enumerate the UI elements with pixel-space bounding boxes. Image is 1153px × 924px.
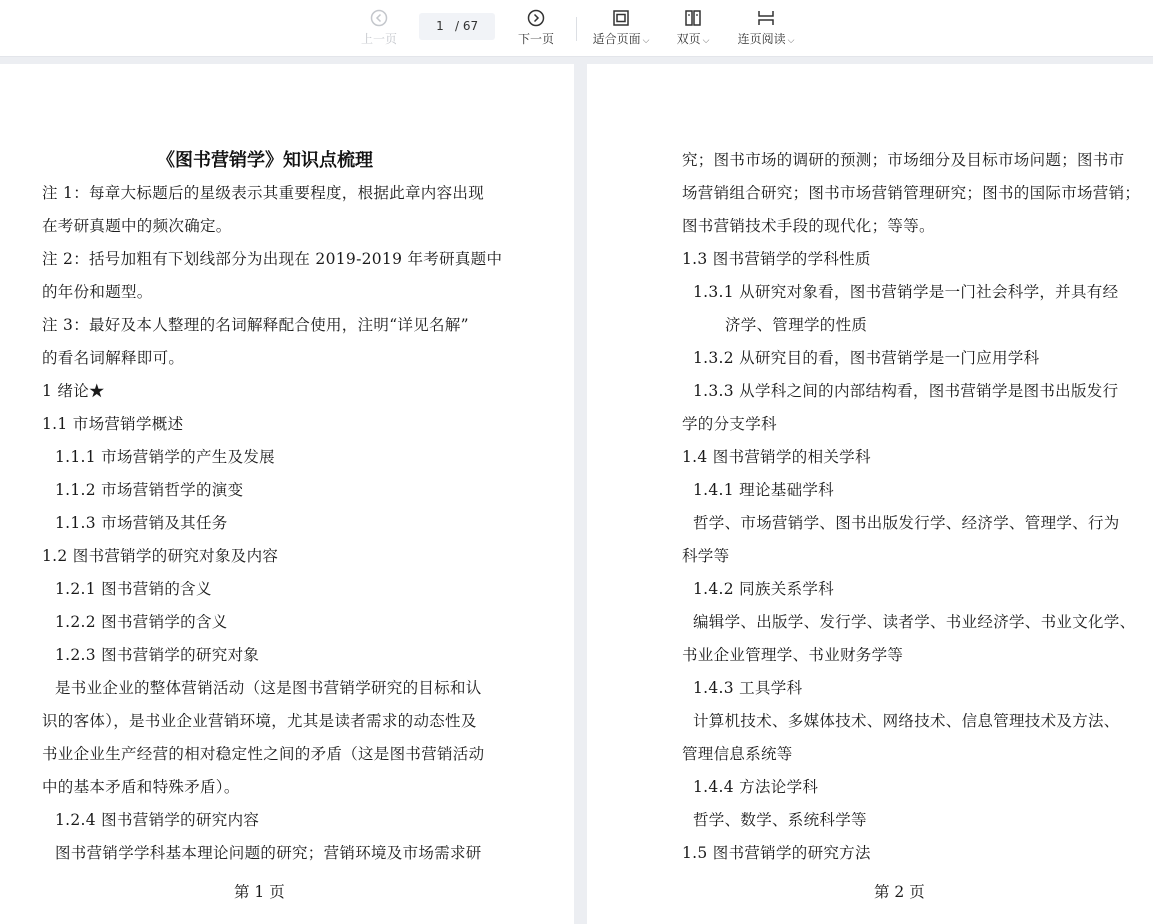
subsection-heading: 1.2.1 图书营销的含义 bbox=[55, 580, 212, 598]
page-indicator bbox=[419, 13, 495, 40]
document-title: 《图书营销学》知识点梳理 bbox=[157, 150, 373, 171]
double-page-label: 双页 bbox=[676, 32, 701, 46]
text-line: 在考研真题中的频次确定。 bbox=[42, 217, 232, 235]
subsection-heading: 1.3.1 从研究对象看，图书营销学是一门社会科学，并具有经 bbox=[693, 283, 1119, 301]
text-line: 注 1：每章大标题后的星级表示其重要程度，根据此章内容出现 bbox=[42, 184, 484, 202]
text-line: 是书业企业的整体营销活动（这是图书营销学研究的目标和认 bbox=[55, 679, 482, 697]
subsection-heading: 1.3.3 从学科之间的内部结构看，图书营销学是图书出版发行 bbox=[693, 382, 1119, 400]
text-line: 书业企业管理学、书业财务学等 bbox=[682, 646, 904, 664]
section-heading: 1.2 图书营销学的研究对象及内容 bbox=[42, 547, 279, 565]
prev-page-label: 上一页 bbox=[360, 32, 397, 46]
text-line: 识的客体），是书业企业营销环境，尤其是读者需求的动态性及 bbox=[42, 712, 477, 730]
subsection-heading: 1.1.3 市场营销及其任务 bbox=[55, 514, 228, 532]
next-page-button[interactable] bbox=[517, 8, 555, 50]
document-page-1 bbox=[0, 64, 574, 924]
text-line: 书业企业生产经营的相对稳定性之间的矛盾（这是图书营销活动 bbox=[42, 745, 485, 763]
text-line: 编辑学、出版学、发行学、读者学、书业经济学、书业文化学、 bbox=[693, 613, 1136, 631]
continuous-scroll-icon bbox=[756, 8, 776, 28]
section-heading: 1.1 市场营销学概述 bbox=[42, 415, 184, 433]
page-number: 第 2 页 bbox=[874, 883, 925, 901]
subsection-heading: 1.4.4 方法论学科 bbox=[693, 778, 819, 796]
page-number: 第 1 页 bbox=[234, 883, 285, 901]
double-page-icon bbox=[683, 8, 703, 28]
text-line: 哲学、市场营销学、图书出版发行学、经济学、管理学、行为 bbox=[693, 514, 1120, 532]
next-page-label: 下一页 bbox=[517, 32, 554, 46]
subsection-heading: 1.4.2 同族关系学科 bbox=[693, 580, 834, 598]
text-line: 哲学、数学、系统科学等 bbox=[693, 811, 867, 829]
subsection-heading: 1.1.1 市场营销学的产生及发展 bbox=[55, 448, 275, 466]
chevron-down-icon: ⌵ bbox=[702, 36, 710, 46]
fit-page-dropdown[interactable] bbox=[590, 8, 652, 50]
text-line: 注 3：最好及本人整理的名词解释配合使用，注明“详见名解” bbox=[42, 316, 469, 334]
continuous-reading-dropdown[interactable] bbox=[735, 8, 797, 50]
subsection-heading: 1.1.2 市场营销哲学的演变 bbox=[55, 481, 244, 499]
subsection-heading: 1.2.3 图书营销学的研究对象 bbox=[55, 646, 260, 664]
document-page-2 bbox=[587, 64, 1153, 924]
page-number-input[interactable] bbox=[427, 16, 453, 36]
text-line: 济学、管理学的性质 bbox=[725, 316, 868, 334]
fit-page-label: 适合页面 bbox=[592, 32, 641, 46]
chevron-down-icon: ⌵ bbox=[642, 36, 650, 46]
subsection-heading: 1.2.4 图书营销学的研究内容 bbox=[55, 811, 260, 829]
text-line: 注 2：括号加粗有下划线部分为出现在 2019-2019 年考研真题中 bbox=[42, 250, 503, 268]
subsection-heading: 1.4.3 工具学科 bbox=[693, 679, 803, 697]
toolbar-divider bbox=[576, 17, 577, 41]
subsection-heading: 1.4.1 理论基础学科 bbox=[693, 481, 834, 499]
subsection-heading: 1.3.2 从研究目的看，图书营销学是一门应用学科 bbox=[693, 349, 1040, 367]
chapter-heading: 1 绪论★ bbox=[42, 382, 105, 400]
text-line: 学的分支学科 bbox=[682, 415, 777, 433]
double-page-dropdown[interactable] bbox=[674, 8, 712, 50]
page-total: / 67 bbox=[455, 19, 479, 33]
text-line: 图书营销学学科基本理论问题的研究；营销环境及市场需求研 bbox=[55, 844, 482, 862]
text-line: 的年份和题型。 bbox=[42, 283, 153, 301]
text-line: 究；图书市场的调研的预测；市场细分及目标市场问题；图书市 bbox=[682, 151, 1125, 169]
subsection-heading: 1.2.2 图书营销学的含义 bbox=[55, 613, 228, 631]
text-line: 中的基本矛盾和特殊矛盾）。 bbox=[42, 778, 240, 796]
fit-page-icon bbox=[611, 8, 631, 28]
prev-page-button[interactable] bbox=[360, 8, 398, 50]
text-line: 科学等 bbox=[682, 547, 730, 565]
section-heading: 1.5 图书营销学的研究方法 bbox=[682, 844, 871, 862]
text-line: 场营销组合研究；图书市场营销管理研究；图书的国际市场营销； bbox=[682, 184, 1141, 202]
text-line: 计算机技术、多媒体技术、网络技术、信息管理技术及方法、 bbox=[693, 712, 1120, 730]
continuous-reading-label: 连页阅读 bbox=[737, 32, 786, 46]
chevron-left-circle-icon bbox=[369, 8, 389, 28]
text-line: 图书营销技术手段的现代化；等等。 bbox=[682, 217, 935, 235]
section-heading: 1.4 图书营销学的相关学科 bbox=[682, 448, 871, 466]
chevron-right-circle-icon bbox=[526, 8, 546, 28]
chevron-down-icon: ⌵ bbox=[787, 36, 795, 46]
text-line: 管理信息系统等 bbox=[682, 745, 793, 763]
text-line: 的看名词解释即可。 bbox=[42, 349, 185, 367]
reader-toolbar bbox=[0, 0, 1153, 57]
section-heading: 1.3 图书营销学的学科性质 bbox=[682, 250, 871, 268]
